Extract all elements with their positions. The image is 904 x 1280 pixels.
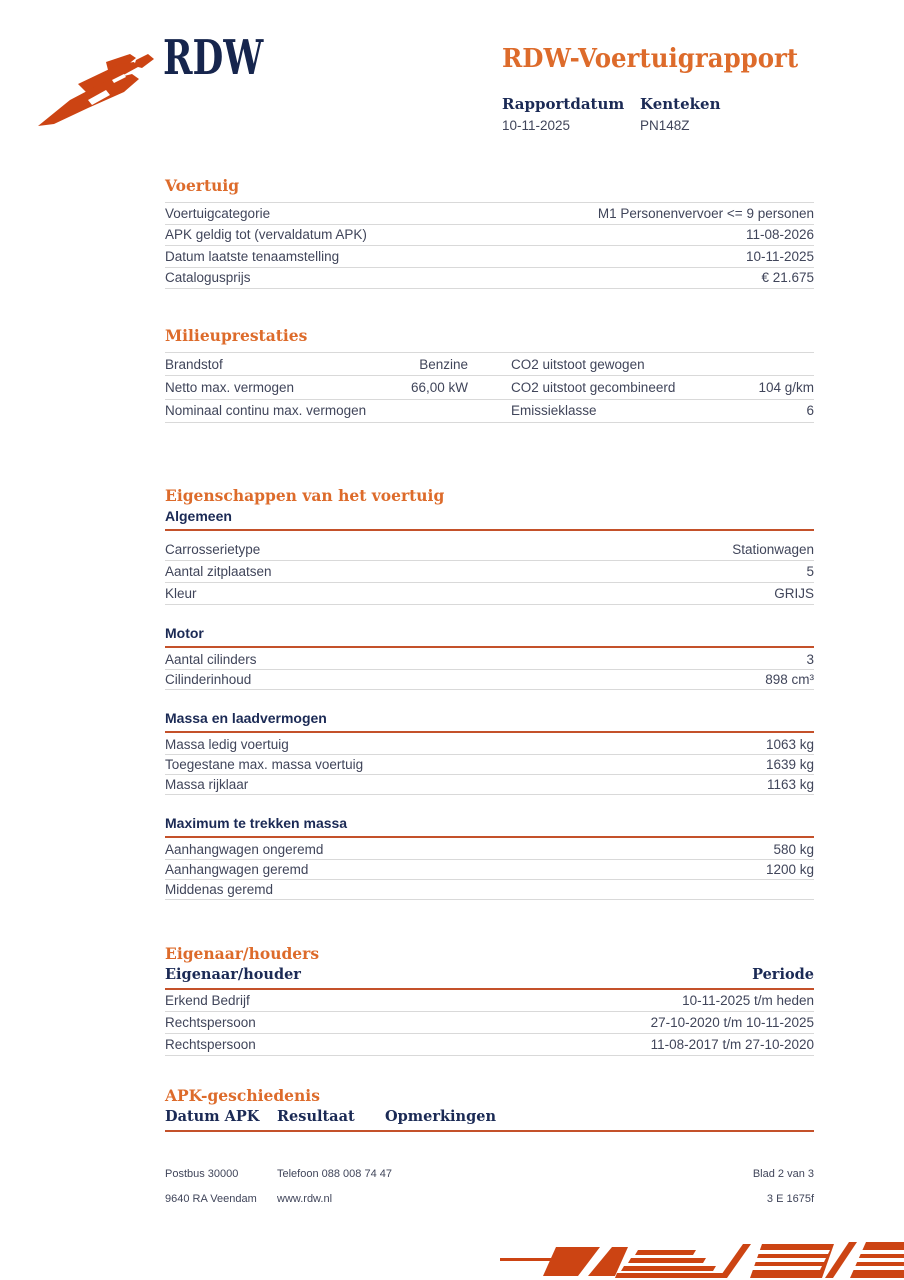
row-value: 27-10-2020 t/m 10-11-2025 — [650, 1015, 814, 1030]
voertuig-table — [165, 202, 814, 289]
report-header — [502, 44, 814, 74]
page-title: RDW-Voertuigrapport — [502, 44, 799, 74]
row-label: Toegestane max. massa voertuig — [165, 757, 364, 772]
massa-table — [165, 735, 814, 795]
section-heading: APK-geschiedenis — [165, 1086, 320, 1105]
row-label: Massa ledig voertuig — [165, 737, 289, 752]
row-pair-right — [511, 357, 814, 372]
footer-doc-code: 3 E 1675f — [766, 1193, 814, 1205]
row-label: CO2 uitstoot gecombineerd — [511, 379, 676, 395]
table-row — [165, 539, 814, 561]
row-label: Aanhangwagen geremd — [165, 862, 309, 877]
table-row — [165, 880, 814, 900]
table-row — [165, 990, 814, 1012]
row-label: Netto max. vermogen — [165, 379, 295, 395]
subsection-title: Massa en laadvermogen — [165, 710, 814, 733]
footer-website: www.rdw.nl — [277, 1193, 333, 1205]
row-value: 1639 kg — [765, 757, 814, 772]
owners-col-owner: Eigenaar/houder — [165, 966, 301, 983]
milieu-table — [165, 352, 814, 423]
table-row — [165, 650, 814, 670]
row-label: Cilinderinhoud — [165, 672, 252, 687]
section-voertuig — [165, 176, 814, 289]
row-pair-left — [165, 403, 468, 418]
row-label: Massa rijklaar — [165, 777, 249, 792]
row-label: Emissieklasse — [511, 403, 597, 419]
row-value: 6 — [806, 403, 814, 419]
subsection-massa — [165, 710, 814, 795]
apk-column-header: Resultaat — [277, 1108, 355, 1125]
apk-columns — [165, 1108, 814, 1132]
row-label: APK geldig tot (vervaldatum APK) — [165, 227, 367, 243]
table-row — [165, 203, 814, 225]
section-eigenaar — [165, 944, 814, 1056]
table-row — [165, 860, 814, 880]
apk-column-header: Opmerkingen — [385, 1108, 496, 1125]
report-date-block — [502, 96, 640, 134]
row-label: Carrosserietype — [165, 542, 261, 557]
row-value: 1063 kg — [765, 737, 814, 752]
subsection-algemeen — [165, 508, 814, 605]
section-milieuprestaties — [165, 326, 814, 423]
row-label: Brandstof — [165, 356, 223, 372]
row-label: CO2 uitstoot gewogen — [511, 356, 645, 372]
license-block — [640, 96, 778, 134]
owners-col-period: Periode — [752, 966, 814, 983]
owners-table — [165, 990, 814, 1056]
row-value: 1200 kg — [765, 862, 814, 877]
row-value: 898 cm³ — [765, 672, 814, 687]
row-pair-left — [165, 357, 468, 372]
subsection-trekken-massa — [165, 815, 814, 900]
report-date-value: 10-11-2025 — [502, 118, 571, 133]
owners-header — [165, 966, 814, 990]
table-row — [165, 268, 814, 290]
row-label: Aanhangwagen ongeremd — [165, 842, 324, 857]
row-value: Benzine — [419, 356, 468, 372]
row-value: 1163 kg — [766, 777, 814, 792]
section-heading: Eigenaar/houders — [165, 944, 320, 963]
table-row — [165, 1012, 814, 1034]
table-row — [165, 775, 814, 795]
section-heading: Milieuprestaties — [165, 326, 308, 345]
brand-text: RDW — [163, 30, 264, 86]
footer-address-line2: 9640 RA Veendam — [165, 1193, 257, 1205]
footer-address-line1: Postbus 30000 — [165, 1168, 239, 1180]
table-row — [165, 246, 814, 268]
row-value: 10-11-2025 t/m heden — [682, 993, 814, 1008]
report-date-label: Rapportdatum — [502, 95, 625, 113]
table-row — [165, 353, 814, 376]
table-row — [165, 376, 814, 399]
row-value: 104 g/km — [758, 379, 814, 395]
subsection-motor — [165, 625, 814, 690]
table-row — [165, 583, 814, 605]
section-heading: Voertuig — [165, 176, 240, 195]
row-label: Aantal zitplaatsen — [165, 564, 272, 579]
footer — [165, 1168, 814, 1205]
row-label: Middenas geremd — [165, 882, 274, 897]
table-row — [165, 755, 814, 775]
subsection-title: Maximum te trekken massa — [165, 815, 814, 838]
algemeen-table — [165, 539, 814, 605]
row-value: 66,00 kW — [410, 379, 468, 395]
row-value: 580 kg — [773, 842, 814, 857]
row-label: Catalogusprijs — [165, 270, 251, 286]
row-label: Datum laatste tenaamstelling — [165, 248, 340, 264]
table-row — [165, 225, 814, 247]
row-value: GRIJS — [774, 586, 814, 601]
motor-table — [165, 650, 814, 690]
license-label: Kenteken — [640, 95, 721, 113]
row-label: Voertuigcategorie — [165, 205, 271, 221]
row-value: 3 — [806, 652, 814, 667]
row-value: € 21.675 — [761, 270, 814, 286]
row-label: Rechtspersoon — [165, 1015, 256, 1030]
table-row — [165, 561, 814, 583]
table-row — [165, 670, 814, 690]
row-label: Erkend Bedrijf — [165, 993, 250, 1008]
section-eigenschappen — [165, 486, 814, 900]
apk-column-header: Datum APK — [165, 1108, 260, 1125]
section-apk — [165, 1086, 814, 1132]
speed-stripes-graphic — [500, 1238, 904, 1280]
row-label: Nominaal continu max. vermogen — [165, 403, 367, 419]
subsection-title: Motor — [165, 625, 814, 648]
section-heading: Eigenschappen van het voertuig — [165, 486, 445, 505]
table-row — [165, 735, 814, 755]
row-value: 11-08-2017 t/m 27-10-2020 — [650, 1037, 814, 1052]
footer-page-number: Blad 2 van 3 — [752, 1168, 814, 1180]
row-pair-right — [511, 380, 814, 395]
row-value: 11-08-2026 — [745, 227, 814, 243]
subsection-title: Algemeen — [165, 508, 814, 531]
footer-phone: Telefoon 088 008 74 47 — [277, 1168, 392, 1180]
row-label: Kleur — [165, 586, 197, 601]
row-value: 5 — [806, 564, 814, 579]
row-value: 10-11-2025 — [745, 248, 814, 264]
rdw-feather-icon — [36, 50, 164, 130]
table-row — [165, 400, 814, 423]
row-pair-right — [511, 403, 814, 418]
row-label: Rechtspersoon — [165, 1037, 256, 1052]
row-pair-left — [165, 380, 468, 395]
row-value: M1 Personenvervoer <= 9 personen — [597, 205, 814, 221]
row-label: Aantal cilinders — [165, 652, 257, 667]
row-value: Stationwagen — [732, 542, 814, 557]
report-meta — [502, 96, 778, 134]
trekken-massa-table — [165, 840, 814, 900]
license-value: PN148Z — [640, 118, 690, 133]
table-row — [165, 1034, 814, 1056]
table-row — [165, 840, 814, 860]
